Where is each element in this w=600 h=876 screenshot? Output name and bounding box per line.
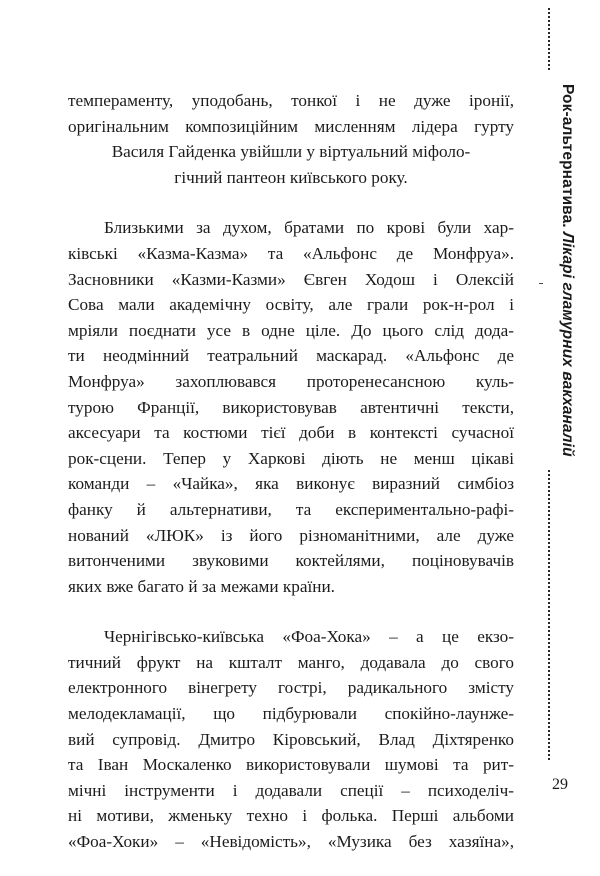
body-text — [68, 88, 514, 855]
text-line: команди – «Чайка», яка виконує виразний симбіоз — [68, 474, 514, 494]
text-line: витонченими звуковими коктейлями, поціновувачів — [68, 551, 514, 571]
text-line: аксесуари та костюми тієї доби в контексті сучасної — [68, 423, 514, 443]
paragraph-3 — [68, 624, 514, 854]
text-line: мріяли поєднати усе в одне ціле. До цього слід дода- — [68, 320, 514, 340]
running-head-subtitle: Лікарі гламурних вакханалій — [559, 232, 576, 457]
text-line: рок-сцени. Тепер у Харкові діють не менш цікаві — [68, 448, 514, 468]
text-line: тичний фрукт на кшталт манго, додавала до свого — [68, 652, 514, 672]
dotted-rule-bottom — [548, 470, 550, 760]
text-line: ні мотиви, жменьку техно і фолька. Перші альбоми — [68, 806, 514, 826]
text-line: темпераменту, уподобань, тонкої і не дуже іронії, — [68, 91, 514, 110]
paragraph-1 — [68, 88, 514, 190]
text-line: мічні інструменти і додавали спеції – психоделіч- — [68, 780, 514, 800]
text-line: мелодекламації, що підбурювали спокійно-лаунже- — [68, 704, 514, 724]
dotted-rule-top — [548, 8, 550, 70]
running-head-text — [558, 84, 576, 457]
text-line: вий супровід. Дмитро Кіровський, Влад Діхтяренко — [68, 729, 514, 749]
text-line: фанку й альтернативи, та експериментально-рафі- — [68, 499, 514, 519]
page-number: 29 — [552, 776, 568, 793]
text-line: ти неодмінний театральний маскарад. «Альфонс де — [68, 346, 514, 366]
text-line: гічний пантеон київського року. — [174, 167, 408, 187]
text-line: ківські «Казма-Казма» та «Альфонс де Монфруа». — [68, 243, 514, 263]
text-line: та Іван Москаленко використовували шумові та рит- — [68, 755, 514, 775]
text-line: оригінальним композиційним мисленням лідера гурту — [68, 116, 514, 136]
text-line: Засновники «Казми-Казми» Євген Ходош і Олексій — [68, 269, 514, 289]
text-line: Чернігівсько-київська «Фоа-Хока» – а це екзо- — [104, 627, 514, 647]
text-line: Монфруа» захоплювався проторенесансною куль- — [68, 371, 514, 391]
text-line: нований «ЛЮК» із його різноманітними, але дуже — [68, 525, 514, 545]
text-line: «Фоа-Хоки» – «Невідомість», «Музика без хазяїна», — [68, 832, 514, 852]
running-head-title: Рок-альтернатива. — [559, 84, 576, 228]
text-line: Сова мали академічну освіту, але грали рок-н-рол і — [68, 295, 514, 315]
margin-mark — [539, 283, 543, 284]
text-line: електронного вінегрету гострі, радикального змісту — [68, 678, 514, 698]
text-line: турою Франції, використовував автентичні тексти, — [68, 397, 514, 417]
text-line: яких вже багато й за межами країни. — [68, 576, 335, 596]
text-line: Василя Гайденка увійшли у віртуальний міфоло- — [111, 142, 471, 162]
text-line: Близькими за духом, братами по крові були хар- — [104, 218, 514, 238]
paragraph-2 — [68, 215, 514, 599]
